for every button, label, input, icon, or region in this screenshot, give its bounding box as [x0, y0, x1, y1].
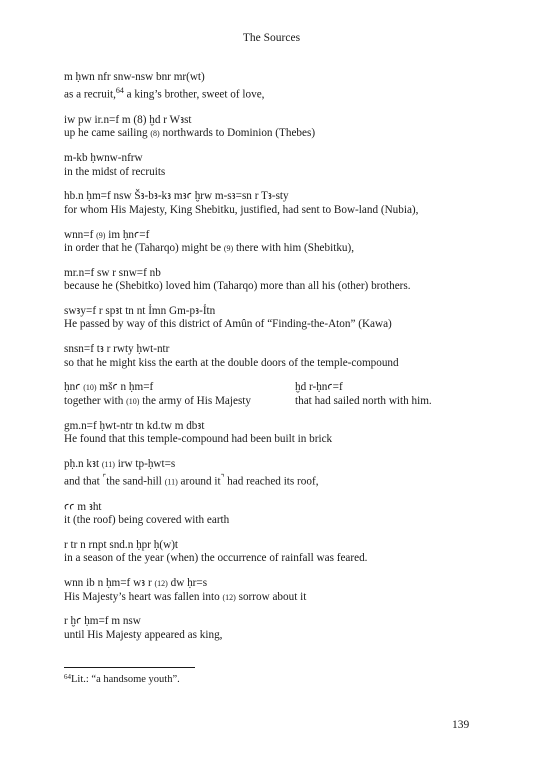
transliteration: swꜣy=f r spꜣt tn nt Ỉmn Gm-pꜣ-Ỉtn — [64, 304, 216, 317]
translation: as a recruit,$^{64}$ a king’s brother, sweet of love, — [64, 86, 265, 102]
transliteration: wnn=f (9) im ḥnꜥ=f — [64, 228, 150, 241]
footnote-divider — [64, 667, 195, 668]
line-number: (10) — [83, 383, 97, 393]
line-number: (12) — [154, 579, 168, 589]
transliteration: mr.n=f sw r snw=f nb — [64, 266, 161, 279]
translation: in the midst of recruits — [64, 165, 166, 178]
text-block — [64, 501, 484, 528]
translation: in a season of the year (when) the occurrence of rainfall was feared. — [64, 552, 368, 565]
transliteration: wnn ib n ḥm=f wꜣ r (12) dw ḥr=s — [64, 577, 208, 590]
transliteration: m-kb ḥwnw-nfrw — [64, 152, 143, 165]
line-number: (10) — [126, 396, 140, 406]
footnote-text: Lit.: “a handsome youth”. — [71, 674, 180, 685]
transliteration: ꜥꜥ m ꜣht — [64, 500, 102, 513]
transliteration: snsn=f tꜣ r rwty ḥwt-ntr — [64, 343, 170, 356]
text-block — [64, 114, 484, 141]
translation: until His Majesty appeared as king, — [64, 628, 223, 641]
bracket-mark: ⌝ — [220, 473, 225, 483]
footnote-ref: 64 — [115, 86, 124, 96]
line-number: (11) — [164, 477, 178, 487]
text-block — [64, 343, 484, 370]
text-block — [64, 71, 484, 103]
text-block — [64, 267, 484, 294]
text-block — [64, 305, 484, 332]
footnote-number: 64 — [64, 673, 71, 681]
footnote — [64, 674, 180, 685]
text-block — [64, 615, 484, 642]
line-number: (9) — [96, 230, 106, 240]
bracket-mark: ⌜ — [102, 473, 107, 483]
transliteration: r tr n rnpt snd.n ḥpr ḥ(w)t — [64, 538, 179, 551]
transliteration: m ḥwn nfr snw-nsw bnr mr(wt) — [64, 71, 205, 83]
page-number: 139 — [452, 719, 470, 731]
text-block — [64, 577, 484, 604]
transliteration: r ḫꜥ ḥm=f m nsw — [64, 615, 141, 628]
text-block-two-column — [64, 381, 484, 408]
translation: His Majesty’s heart was fallen into (12) sorrow about it — [64, 590, 307, 603]
translation: up he came sailing (8) northwards to Dominion (Thebes) — [64, 127, 316, 140]
text-block — [64, 539, 484, 566]
running-header: The Sources — [242, 32, 301, 44]
transliteration: pḥ.n kꜣt (11) irw tp-ḥwt=s — [64, 457, 176, 470]
transliteration: iw pw ir.n=f m (8) ḫd r Wꜣst — [64, 113, 192, 126]
translation: it (the roof) being covered with earth — [64, 514, 230, 527]
text-block — [64, 229, 484, 256]
main-text — [64, 71, 484, 654]
line-number: (9) — [223, 243, 234, 253]
line-number: (8) — [150, 129, 160, 139]
line-number: (12) — [222, 592, 236, 602]
transliteration: ḥnꜥ (10) mšꜥ n ḥm=f ḫd r-ḥnꜥ=f — [64, 381, 343, 394]
text-block — [64, 420, 484, 447]
translation: for whom His Majesty, King Shebitku, justified, had sent to Bow-land (Nubia), — [64, 203, 419, 216]
translation: He passed by way of this district of Amûn of “Finding-the-Aton” (Kawa) — [64, 318, 392, 331]
transliteration: hb.n ḥm=f nsw Šꜣ-bꜣ-kꜣ mꜣꜥ ḫrw m-sꜣ=sn r Tꜣ-sty — [64, 190, 289, 203]
translation: together with (10) the army of His Majesty that had sailed north with him. — [64, 394, 432, 407]
translation: and that ⌜the sand-hill (11) around it⌝ had reached its roof, — [64, 473, 319, 488]
text-block — [64, 458, 484, 490]
transliteration: gm.n=f ḥwt-ntr tn kd.tw m dbꜣt — [64, 419, 205, 432]
translation: so that he might kiss the earth at the double doors of the temple-compound — [64, 356, 399, 369]
translation: in order that he (Taharqo) might be (9) there with him (Shebitku), — [64, 241, 355, 254]
text-block — [64, 152, 484, 179]
line-number: (11) — [101, 459, 115, 469]
translation: He found that this temple-compound had been built in brick — [64, 432, 333, 445]
text-block — [64, 190, 484, 217]
translation: because he (Shebitko) loved him (Taharqo) more than all his (other) brothers. — [64, 280, 411, 293]
